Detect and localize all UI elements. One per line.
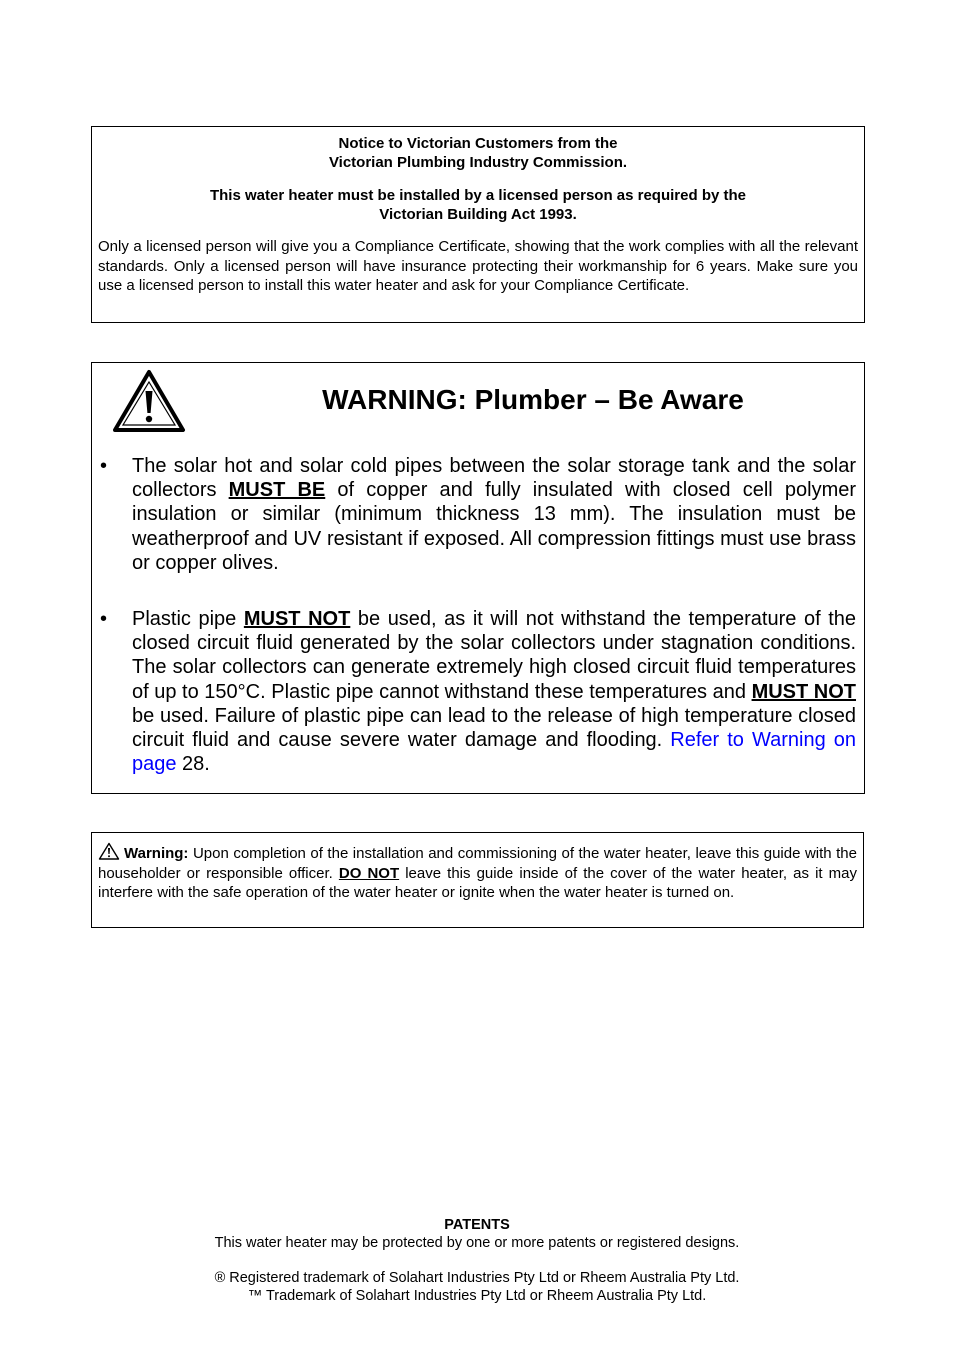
patents-heading: PATENTS xyxy=(444,1217,510,1233)
refer-warning-link[interactable]: Refer to Warning on page xyxy=(132,729,857,776)
bullet-marker: • xyxy=(100,455,108,477)
warning-triangle-icon xyxy=(98,842,120,860)
guide-warning-text2: leave this guide inside of the cover of the water heater, as it may interfere with the safe operation of the water heater or ignite when the water heater is turned on. xyxy=(98,864,858,901)
trademark-text: ™ Trademark of Solahart Industries Pty Ltd or Rheem Australia Pty Ltd. xyxy=(247,1288,707,1304)
footer xyxy=(0,1216,954,1305)
bullet2-emphasis2: MUST NOT xyxy=(751,680,857,703)
guide-warning-box xyxy=(91,832,864,928)
victorian-notice-box xyxy=(91,126,865,323)
notice-heading-line1: Notice to Victorian Customers from the xyxy=(338,135,618,152)
bullet1-emphasis: MUST BE xyxy=(228,479,326,502)
bullet2-part3: be used. Failure of plastic pipe can lead to the release of high temperature closed circuit fluid and cause severe water damage and flooding. xyxy=(132,704,856,752)
bullet2-part2: be used, as it will not withstand the temperature of the closed circuit fluid generated by the solar collectors under stagnation conditions. The solar collectors can generate extremely high closed circuit fluid temperatures of up to 150°C. Plastic pipe cannot withstand these temperatures and xyxy=(132,608,857,703)
notice-subheading-line1: This water heater must be installed by a licensed person as required by the xyxy=(209,187,746,204)
guide-warning-label: Warning: xyxy=(124,845,189,862)
warning-bullet-plastic-pipe xyxy=(100,607,856,776)
bullet1-text-after: of copper and fully insulated with closed cell polymer insulation or similar (minimum thickness 13 mm). The insulation must be weatherproof and UV resistant if exposed. All compression fittings must use brass or copper olives. xyxy=(132,479,857,574)
warning-bullet-copper-pipes xyxy=(100,454,856,575)
guide-warning-emphasis: DO NOT xyxy=(338,864,400,882)
notice-paragraph: Only a licensed person will give you a Compliance Certificate, showing that the work complies with all the relevant standards. Only a licensed person will have insurance protecting their workmanship for 6 years. Make sure you use a licensed person to install this water heater and ask for your Compliance Certificate. xyxy=(98,238,858,294)
bullet2-page-ref: 28. xyxy=(176,753,210,776)
warning-title: WARNING: Plumber – Be Aware xyxy=(322,384,744,415)
bullet2-part1: Plastic pipe xyxy=(132,608,244,630)
notice-heading-line2: Victorian Plumbing Industry Commission. xyxy=(328,154,628,171)
bullet-marker: • xyxy=(100,608,108,630)
bullet2-emphasis1: MUST NOT xyxy=(243,608,351,630)
registered-trademark-text: ® Registered trademark of Solahart Industries Pty Ltd or Rheem Australia Pty Ltd. xyxy=(214,1270,740,1286)
plumber-warning-box xyxy=(91,362,865,794)
bullet1-text-before: The solar hot and solar cold pipes between the solar storage tank and the solar collectors xyxy=(132,455,856,502)
patents-text: This water heater may be protected by one or more patents or registered designs. xyxy=(214,1235,740,1251)
notice-subheading-line2: Victorian Building Act 1993. xyxy=(379,206,577,223)
guide-warning-text1: Upon completion of the installation and commissioning of the water heater, leave this guide with the householder or responsible officer. xyxy=(98,845,857,882)
